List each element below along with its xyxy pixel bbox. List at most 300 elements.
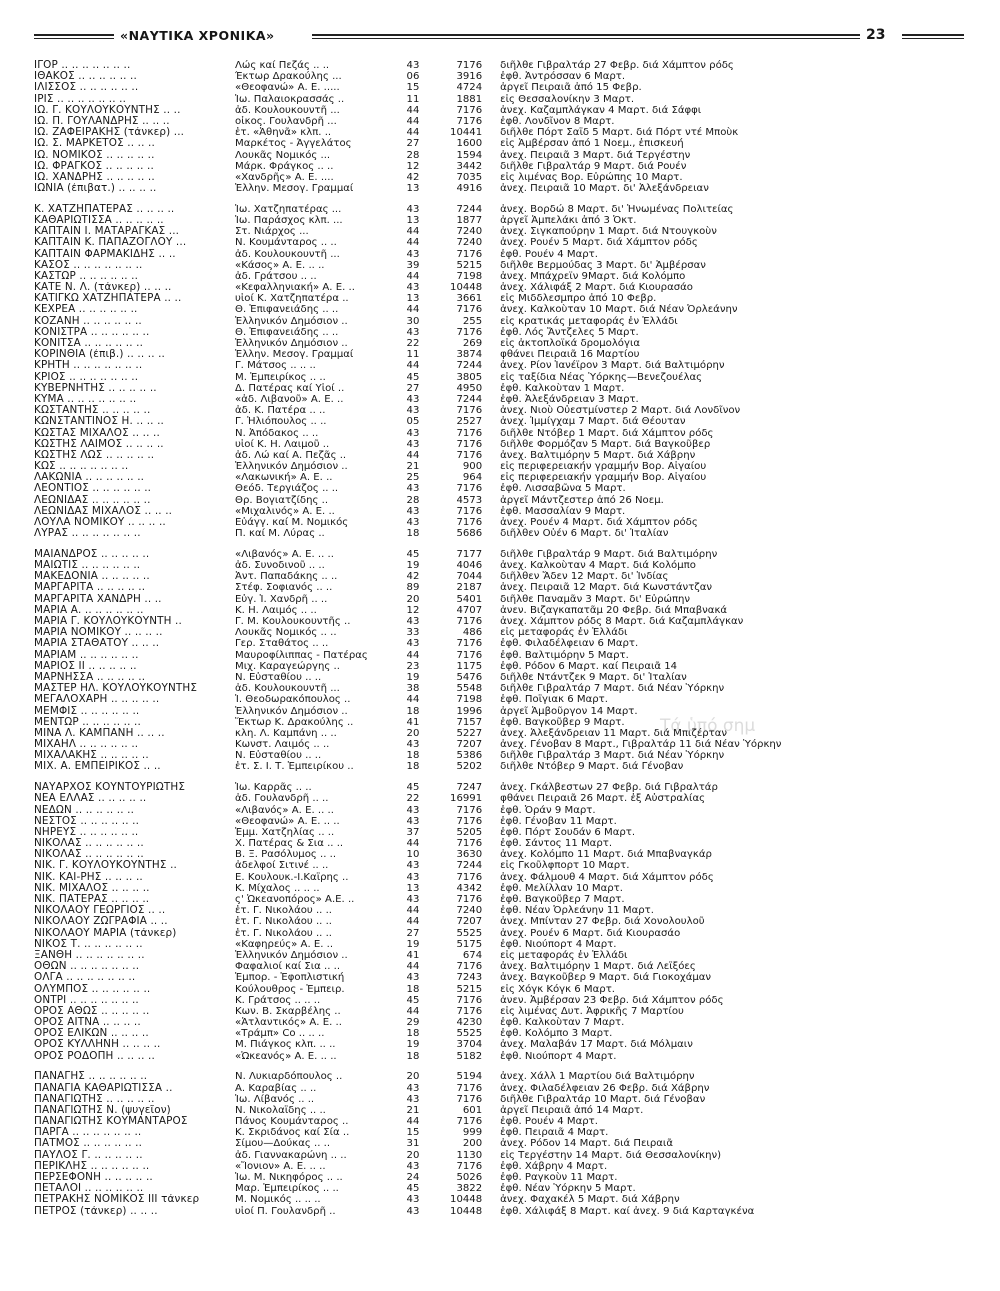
ship-row xyxy=(34,728,964,739)
owner-name: Γ. Ἡλιόπουλος .. .. xyxy=(235,416,327,428)
owner-name: Ἰω. Λίβανός .. .. xyxy=(235,1093,315,1105)
owner-name: Σίμου—Δούκας .. .. xyxy=(235,1138,331,1150)
tonnage: 5548 xyxy=(456,683,483,695)
ship-row xyxy=(34,650,964,661)
owner-name: Ἑλληνικόν Δημόσιον .. xyxy=(235,315,348,327)
tonnage: 5215 xyxy=(456,983,483,995)
movement-note: εἰς ἀκτοπλοϊκά δρομολόγια xyxy=(500,338,641,349)
ship-name: ΜΙΝΑ Λ. ΚΑΜΠΑΝΗ .. .. .. xyxy=(34,727,165,739)
year-built: 43 xyxy=(406,1194,420,1206)
year-built: 20 xyxy=(406,727,420,739)
owner-name: Μ. Ἐμπειρίκος .. .. xyxy=(235,371,326,383)
movement-note: εἰς Χόγκ Κόγκ 6 Μαρτ. xyxy=(500,983,615,995)
year-built: 44 xyxy=(406,226,420,238)
ship-row xyxy=(34,549,964,560)
year-built: 42 xyxy=(406,571,420,583)
movement-note: ἐφθ. Πόρτ Σουδάν 6 Μαρτ. xyxy=(500,826,636,838)
movement-note: ἀνεχ. Ἰμμίγχαμ 7 Μαρτ. διά Θέουταν xyxy=(500,416,686,428)
ship-row xyxy=(34,1183,964,1194)
owner-name: «Λιβανός» Α. Ε. .. .. xyxy=(235,804,334,816)
ship-row xyxy=(34,349,964,360)
movement-note: ἐφθ. Νιούπορτ 4 Μαρτ. xyxy=(500,938,617,950)
owner-name: Εὐάγγ. καί Μ. Νομικός xyxy=(235,517,349,528)
movement-note: ἀνεχ. Φαχακέλ 5 Μαρτ. διά Χάβρην xyxy=(500,1194,680,1206)
ship-name: ΙΡΙΣ .. .. .. .. .. .. .. xyxy=(34,93,127,105)
ship-name: ΜΙΧΑΗΛ .. .. .. .. .. .. xyxy=(34,739,139,751)
ship-name: ΛΕΩΝΙΔΑΣ ΜΙΧΑΛΟΣ .. .. .. xyxy=(34,505,173,517)
ship-row xyxy=(34,860,964,871)
movement-note: ἐφθ. Λός Ἄντζελες 5 Μαρτ. xyxy=(500,326,639,338)
year-built: 29 xyxy=(406,1017,420,1029)
owner-name: Μαρκέτος - Ἀγγελάτος xyxy=(235,138,352,150)
owner-name: ἀδ. Κουλουκουντῆ ... xyxy=(235,683,340,695)
ship-name: ΚΑΣΟΣ .. .. .. .. .. .. .. xyxy=(34,259,143,271)
ship-name: ΝΙΚ. ΠΑΤΕΡΑΣ .. .. .. .. xyxy=(34,894,150,905)
movement-note: εἰς λιμένας Δυτ. Ἀφρικῆς 7 Μαρτίου xyxy=(500,1005,684,1017)
movement-note: ἀργεῖ Ἀμβοῦργον 14 Μαρτ. xyxy=(500,705,638,717)
owner-name: ἑτ. Γ. Νικολάου .. .. xyxy=(235,916,333,928)
tonnage: 7243 xyxy=(456,972,483,984)
movement-note: ἀργεῖ Πειραιᾶ ἀπό 14 Μαρτ. xyxy=(500,1104,644,1116)
tonnage: 16991 xyxy=(450,793,483,805)
tonnage: 5194 xyxy=(456,1071,483,1083)
movement-note: ἀνεχ. Βορδώ 8 Μαρτ. δι' Ἡνωμένας Πολιτείας xyxy=(500,203,734,215)
ship-name: ΝΙΚΟΛΑΟΥ ΜΑΡΙΑ (τάνκερ) xyxy=(34,927,177,939)
owner-name: Θ. Ἐπιφανειάδης .. .. xyxy=(235,304,339,316)
tonnage: 1175 xyxy=(456,660,483,672)
owner-name: Φαφαλιοί καί Σια .. .. xyxy=(235,961,341,973)
owner-name: Γ. Μάτσος .. .. .. xyxy=(235,360,316,372)
ship-name: ΚΑΤΙΓΚΩ ΧΑΤΖΗΠΑΤΕΡΑ .. .. xyxy=(34,293,182,305)
ship-row xyxy=(34,517,964,528)
ship-name: ΝΑΥΑΡΧΟΣ ΚΟΥΝΤΟΥΡΙΩΤΗΣ xyxy=(34,782,186,794)
tonnage: 674 xyxy=(462,949,483,961)
year-built: 18 xyxy=(406,705,420,717)
tonnage: 5182 xyxy=(456,1050,483,1062)
ship-name: ΝΙΚ. Γ. ΚΟΥΛΟΥΚΟΥΝΤΗΣ .. xyxy=(34,860,177,872)
tonnage: 7176 xyxy=(456,115,483,127)
movement-note: ἀνεχ. Μπάχρεϊν 9Μαρτ. διά Κολόμπο xyxy=(500,270,686,282)
year-built: 15 xyxy=(406,82,420,94)
ship-row xyxy=(34,1094,964,1105)
movement-note: διῆλθεν Ἄδεν 12 Μαρτ. δι' Ἰνδίας xyxy=(500,571,669,583)
movement-note: ἐφθ. Γένοβαν 11 Μαρτ. xyxy=(500,815,617,827)
year-built: 18 xyxy=(406,750,420,762)
movement-note: ἀνεχ. Φάλμουθ 4 Μαρτ. διά Χάμπτον ρόδς xyxy=(500,871,714,883)
owner-name: Ἰ. Θεοδωρακόπουλος .. xyxy=(235,694,351,706)
ship-name: ΚΩΣΤΑΣ ΜΙΧΑΛΟΣ .. .. .. xyxy=(34,427,160,439)
year-built: 41 xyxy=(406,716,420,728)
tonnage: 4230 xyxy=(456,1017,483,1029)
movement-note: ἀνεχ. Χάλιφάξ 2 Μαρτ. διά Κιουρασάο xyxy=(500,282,693,294)
year-built: 43 xyxy=(406,804,420,816)
ship-row xyxy=(34,750,964,761)
year-built: 28 xyxy=(406,149,420,161)
ship-name: ΙΩ. Π. ΓΟΥΛΑΝΔΡΗΣ .. .. .. xyxy=(34,115,170,127)
ship-name: ΜΑΙΑΝΔΡΟΣ .. .. .. .. .. xyxy=(34,548,150,560)
ship-row xyxy=(34,582,964,593)
ship-row xyxy=(34,638,964,649)
owner-name: Μ. Πιάγκος κλπ. .. .. xyxy=(235,1039,336,1051)
ship-row xyxy=(34,172,964,183)
tonnage: 5202 xyxy=(456,761,483,773)
movement-note: εἰς Τεργέστην 14 Μαρτ. διά Θεσσαλονίκην) xyxy=(500,1149,722,1161)
movement-note: ἐφθ. Λισσαβῶνα 5 Μαρτ. xyxy=(500,483,626,495)
owner-name: ἀδελφοί Σιτινέ .. .. xyxy=(235,860,329,872)
year-built: 45 xyxy=(406,371,420,383)
tonnage: 7207 xyxy=(456,739,483,751)
tonnage: 3805 xyxy=(456,371,483,383)
movement-note: ἀργεῖ Πειραιᾶ ἀπό 15 Φεβρ. xyxy=(500,82,642,94)
owner-name: ἑτ. Σ. Ι. Τ. Ἐμπειρίκου .. xyxy=(235,761,354,773)
owner-name: Κ. Μίχαλος .. .. .. xyxy=(235,882,320,894)
year-built: 12 xyxy=(406,160,420,172)
owner-name: Ἕκτωρ Κ. Δρακούλης .. xyxy=(235,716,354,728)
owner-name: Ν. Νικολαΐδης .. .. xyxy=(235,1104,326,1116)
movement-note: διῆλθε Γιβραλτάρ 9 Μαρτ. διά Βαλτιμόρην xyxy=(500,548,718,560)
owner-name: «Καφηρεύς» Α. Ε. .. xyxy=(235,938,334,950)
ship-row xyxy=(34,706,964,717)
owner-name: ἀδ. Γουλανδρῆ .. .. xyxy=(235,793,329,805)
ship-row xyxy=(34,327,964,338)
tonnage: 3916 xyxy=(456,71,483,83)
ship-name: ΟΝΤΡΙ .. .. .. .. .. .. .. xyxy=(34,994,139,1006)
tonnage: 3442 xyxy=(456,160,483,172)
tonnage: 7207 xyxy=(456,916,483,928)
ship-name: ΠΕΤΑΛΟΙ .. .. .. .. .. .. xyxy=(34,1183,144,1195)
tonnage: 7240 xyxy=(456,905,483,917)
owner-name: «Κεφαλληνιακή» Α. Ε. .. xyxy=(235,282,355,294)
ship-row xyxy=(34,916,964,927)
year-built: 44 xyxy=(406,237,420,249)
ship-name: ΚΕΧΡΕΑ .. .. .. .. .. .. xyxy=(34,304,138,316)
tonnage: 1877 xyxy=(456,214,483,226)
ship-name: ΛΟΥΛΑ ΝΟΜΙΚΟΥ .. .. .. .. xyxy=(34,517,166,528)
tonnage: 7176 xyxy=(456,815,483,827)
tonnage: 5525 xyxy=(456,1028,483,1040)
ship-row xyxy=(34,616,964,627)
ship-name: ΠΕΡΙΚΛΗΣ .. .. .. .. .. .. xyxy=(34,1160,150,1172)
movement-note: ἀνεχ. Καλκοὺταν 4 Μαρτ. διά Κολόμπο xyxy=(500,560,696,572)
ship-name: ΝΙΚΟΛΑΟΥ ΓΕΩΡΓΙΟΣ .. .. xyxy=(34,905,166,917)
ship-name: ΙΘΑΚΟΣ .. .. .. .. .. .. xyxy=(34,71,137,83)
owner-name: «Τράμπ» Co .. .. .. xyxy=(235,1028,325,1040)
tonnage: 7044 xyxy=(456,571,483,583)
year-built: 18 xyxy=(406,761,420,773)
movement-note: ἐφθ. Ἀλεξάνδρειαν 3 Μαρτ. xyxy=(500,393,639,405)
owner-name: ἀδ. Γιαννακαρώνη .. .. xyxy=(235,1149,347,1161)
ship-name: ΜΑΡΝΗΣΣΑ .. .. .. .. .. xyxy=(34,671,146,683)
movement-note: φθάνει Πειραιᾶ 16 Μαρτίου xyxy=(500,349,640,361)
movement-note: εἰς Μιδδλεσμπρο ἀπό 10 Φεβρ. xyxy=(500,293,657,305)
tonnage: 7176 xyxy=(456,871,483,883)
ship-name: ΙΛΙΣΣΟΣ .. .. .. .. .. .. xyxy=(34,82,139,94)
ship-row xyxy=(34,94,964,105)
year-built: 44 xyxy=(406,694,420,706)
year-built: 43 xyxy=(406,815,420,827)
ship-row xyxy=(34,528,964,539)
tonnage: 7176 xyxy=(456,483,483,495)
movement-note: ἐφθ. Κολόμπο 3 Μαρτ. xyxy=(500,1028,613,1040)
owner-name: Δ. Πατέρας καί Υἱοί .. xyxy=(235,382,345,394)
tonnage: 269 xyxy=(462,338,483,349)
year-built: 43 xyxy=(406,505,420,517)
tonnage: 7176 xyxy=(456,616,483,627)
ship-row xyxy=(34,127,964,138)
ship-name: ΝΙΚΟΛΑΟΥ ΖΩΓΡΑΦΙΑ .. .. xyxy=(34,916,168,928)
ship-row xyxy=(34,995,964,1006)
tonnage: 2187 xyxy=(456,582,483,594)
owner-name: ἀδ. Συνοδινοῦ .. .. xyxy=(235,560,325,572)
ship-row xyxy=(34,394,964,405)
tonnage: 4724 xyxy=(456,82,483,94)
tonnage: 7176 xyxy=(456,638,483,650)
ship-name: ΟΛΥΜΠΟΣ .. .. .. .. .. .. xyxy=(34,983,151,995)
tonnage: 3822 xyxy=(456,1183,483,1195)
tonnage: 7176 xyxy=(456,649,483,661)
ship-name: ΙΩ. ΦΡΑΓΚΟΣ .. .. .. .. .. xyxy=(34,160,154,172)
tonnage: 7176 xyxy=(456,104,483,116)
ship-name: ΚΑΤΕ Ν. Λ. (τάνκερ) .. .. .. xyxy=(34,282,172,294)
year-built: 43 xyxy=(406,248,420,260)
movement-note: διῆλθε Γιβραλτάρ 10 Μαρτ. διά Γένοβαν xyxy=(500,1093,706,1105)
owner-name: Κων. Β. Σκαρβέλης .. xyxy=(235,1005,341,1017)
year-built: 42 xyxy=(406,171,420,183)
movement-note: ἐφθ. Βαλτιμόρην 5 Μαρτ. xyxy=(500,649,629,661)
ship-name: ΜΕΜΦΙΣ .. .. .. .. .. .. xyxy=(34,705,140,717)
ship-row xyxy=(34,383,964,394)
movement-note: διῆλθε Ντόβερ 9 Μαρτ. διά Γένοβαν xyxy=(500,761,684,773)
year-built: 44 xyxy=(406,1116,420,1128)
ship-row xyxy=(34,883,964,894)
owner-name: Κούλουθρος - Ἐμπειρ. xyxy=(235,983,345,995)
ship-row xyxy=(34,1150,964,1161)
year-built: 43 xyxy=(406,972,420,984)
tonnage: 900 xyxy=(462,461,483,473)
year-built: 44 xyxy=(406,916,420,928)
owner-name: Θρ. Βογιατζίδης .. xyxy=(235,494,329,506)
owner-name: Έκτωρ Δρακούλης ... xyxy=(235,71,342,83)
tonnage: 4950 xyxy=(456,382,483,394)
owner-name: οἶκος. Γουλανδρῆ ... xyxy=(235,115,337,127)
owner-name: Ν. Λυκιαρδόπουλος .. xyxy=(235,1071,343,1083)
year-built: 43 xyxy=(406,427,420,439)
ship-name: ΠΑΝΑΓΙΩΤΗΣ Ν. (ψυγεῖον) xyxy=(34,1104,171,1116)
year-built: 05 xyxy=(406,416,420,428)
tonnage: 7176 xyxy=(456,505,483,517)
movement-note: εἰς ταξίδια Νέας Ὑόρκης—Βενεζουέλας xyxy=(500,371,703,383)
movement-note: ἐφθ. Βαγκοῦβερ 7 Μαρτ. xyxy=(500,894,625,905)
ship-row xyxy=(34,1051,964,1062)
owner-name: «Ἴονιον» Α. Ε. .. .. xyxy=(235,1160,326,1172)
ship-row xyxy=(34,961,964,972)
owner-name: ἀδ. Κουλουκουντῆ ... xyxy=(235,104,340,116)
year-built: 89 xyxy=(406,582,420,594)
ship-name: Κ. ΧΑΤΖΗΠΑΤΕΡΑΣ .. .. .. .. xyxy=(34,203,175,215)
ship-name: ΟΡΟΣ ΑΘΩΣ .. .. .. .. .. xyxy=(34,1005,150,1017)
year-built: 11 xyxy=(406,349,420,361)
movement-note: διῆλθεν Οὐέν 6 Μαρτ. δι' Ἰταλίαν xyxy=(500,528,669,540)
ship-name: ΝΙΚΟΣ Τ. .. .. .. .. .. .. xyxy=(34,938,143,950)
ship-row xyxy=(34,161,964,172)
movement-note: ἀνεχ. Φιλαδέλφειαν 26 Φεβρ. διά Χάβρην xyxy=(500,1082,710,1094)
year-built: 20 xyxy=(406,593,420,605)
ship-row xyxy=(34,1172,964,1183)
ship-name: ΚΩΝΣΤΑΝΤΙΝΟΣ Η. .. .. .. xyxy=(34,416,164,428)
owner-name: Ἰω. Μ. Νικηφόρος .. .. xyxy=(235,1172,343,1183)
ship-row xyxy=(34,416,964,427)
year-built: 24 xyxy=(406,1172,420,1183)
tonnage: 5386 xyxy=(456,750,483,762)
tonnage: 4342 xyxy=(456,882,483,894)
year-built: 43 xyxy=(406,1160,420,1172)
year-built: 44 xyxy=(406,304,420,316)
year-built: 44 xyxy=(406,961,420,973)
owner-name: «Θεοφανώ» Α. Ε. ..... xyxy=(235,82,340,94)
movement-note: ἀνεχ. Γκάλβεστων 27 Φεβρ. διά Γιβραλτάρ xyxy=(500,782,718,794)
year-built: 19 xyxy=(406,938,420,950)
owner-name: Μαυροφίλιππας - Πατέρας xyxy=(235,649,368,661)
ship-row xyxy=(34,838,964,849)
ship-row xyxy=(34,939,964,950)
ship-name: ΜΕΓΑΛΟΧΑΡΗ .. .. .. .. .. xyxy=(34,694,160,706)
year-built: 21 xyxy=(406,461,420,473)
year-built: 43 xyxy=(406,60,420,71)
owner-name: Π. καί Μ. Λύρας .. xyxy=(235,528,325,540)
owner-name: Κ. Σκριδάνος καί Σία .. xyxy=(235,1127,350,1139)
tonnage: 7176 xyxy=(456,248,483,260)
owner-name: Ν. Εὐσταθίου .. .. xyxy=(235,671,322,683)
ship-row xyxy=(34,694,964,705)
ship-row xyxy=(34,1105,964,1116)
ship-name: ΚΩΣΤΑΝΤΗΣ .. .. .. .. .. xyxy=(34,405,151,417)
owner-name: Ἰω. Παλαιοκρασσάς .. xyxy=(235,93,345,105)
tonnage: 7176 xyxy=(456,60,483,71)
tonnage: 10448 xyxy=(450,282,483,294)
ship-row xyxy=(34,1194,964,1205)
ship-name: ΟΡΟΣ ΡΟΔΟΠΗ .. .. .. .. xyxy=(34,1050,155,1062)
ship-row xyxy=(34,627,964,638)
movement-note: ἐφθ. Καλκοὺταν 7 Μαρτ. xyxy=(500,1017,625,1029)
ship-name: ΟΛΓΑ .. .. .. .. .. .. .. xyxy=(34,972,136,984)
year-built: 30 xyxy=(406,315,420,327)
tonnage: 4916 xyxy=(456,183,483,195)
year-built: 13 xyxy=(406,882,420,894)
tonnage: 2527 xyxy=(456,416,483,428)
movement-note: ἐφθ. Ρόδον 6 Μαρτ. καί Πειραιᾶ 14 xyxy=(500,660,678,672)
year-built: 43 xyxy=(406,1205,420,1217)
movement-note: ἀνεν. Ἀμβέρσαν 23 Φεβρ. διά Χάμπτον ρόδς xyxy=(500,994,724,1006)
year-built: 06 xyxy=(406,71,420,83)
movement-note: διῆλθε Βερμούδας 3 Μαρτ. δι' Ἀμβέρσαν xyxy=(500,259,706,271)
tonnage: 255 xyxy=(462,315,483,327)
tonnage: 7240 xyxy=(456,226,483,238)
movement-note: ἀνεχ. Νιοὺ Οὐεστμίνστερ 2 Μαρτ. διά Λονδῖνον xyxy=(500,405,741,417)
ship-row xyxy=(34,483,964,494)
ship-name: ΝΙΚΟΛΑΣ .. .. .. .. .. .. xyxy=(34,849,144,861)
tonnage: 5686 xyxy=(456,528,483,540)
ship-row xyxy=(34,905,964,916)
owner-name: Ἐμπορ. - Ἐφοπλιστική xyxy=(235,972,345,984)
tonnage: 10448 xyxy=(450,1194,483,1206)
year-built: 43 xyxy=(406,638,420,650)
year-built: 43 xyxy=(406,871,420,883)
movement-note: ἀνεχ. Χάμπτον ρόδς 8 Μαρτ. διά Καζαμπλάγκαν xyxy=(500,616,744,627)
year-built: 23 xyxy=(406,660,420,672)
year-built: 44 xyxy=(406,449,420,461)
year-built: 22 xyxy=(406,338,420,349)
ship-row xyxy=(34,1127,964,1138)
movement-note: ἐφθ. Μασσαλίαν 9 Μαρτ. xyxy=(500,505,626,517)
movement-note: διῆλθε Ντάντζεκ 9 Μαρτ. δι' Ἰταλίαν xyxy=(500,671,687,683)
ship-row xyxy=(34,372,964,383)
owner-name: Ἑλληνικόν Δημόσιον .. xyxy=(235,949,348,961)
ship-name: ΚΑΠΤΑΙΝ ΦΑΡΜΑΚΙΔΗΣ .. .. xyxy=(34,248,176,260)
year-built: 12 xyxy=(406,604,420,616)
ship-row xyxy=(34,816,964,827)
year-built: 10 xyxy=(406,849,420,861)
movement-note: ἐφθ. Καλκοὺταν 1 Μαρτ. xyxy=(500,382,625,394)
year-built: 19 xyxy=(406,671,420,683)
movement-note: ἐφθ. Χάλιφάξ 8 Μαρτ. καί ἀνεχ. 9 διά Καρταγκένα xyxy=(500,1205,755,1217)
tonnage: 5525 xyxy=(456,927,483,939)
tonnage: 5227 xyxy=(456,727,483,739)
ship-name: ΝΙΚ. ΜΙΧΑΛΟΣ .. .. .. .. xyxy=(34,882,150,894)
year-built: 19 xyxy=(406,560,420,572)
ship-name: ΜΑΡΙΑ ΣΤΑΘΑΤΟΥ .. .. .. xyxy=(34,638,160,650)
movement-note: εἰς λιμένας Βορ. Εὐρώπης 10 Μαρτ. xyxy=(500,171,683,183)
tonnage: 5026 xyxy=(456,1172,483,1183)
ship-name: ΠΑΥΛΟΣ Γ. .. .. .. .. .. xyxy=(34,1149,143,1161)
tonnage: 200 xyxy=(462,1138,483,1150)
movement-note: ἀνεχ. Καζαμπλάγκαν 4 Μαρτ. διά Σάφφι xyxy=(500,104,702,116)
owner-name: Ἐμμ. Χατζηλίας .. .. xyxy=(235,826,335,838)
year-built: 13 xyxy=(406,214,420,226)
ship-row xyxy=(34,215,964,226)
ship-name: ΟΡΟΣ ΚΥΛΛΗΝΗ .. .. .. .. xyxy=(34,1039,161,1051)
tonnage: 7177 xyxy=(456,548,483,560)
movement-note: ἐφθ. Φιλαδέλφειαν 6 Μαρτ. xyxy=(500,638,639,650)
year-built: 43 xyxy=(406,282,420,294)
owner-name: «Λιβανός» Α. Ε. .. .. xyxy=(235,548,334,560)
year-built: 18 xyxy=(406,1050,420,1062)
movement-note: ἐφθ. Σάντος 11 Μαρτ. xyxy=(500,838,613,850)
tonnage: 7244 xyxy=(456,203,483,215)
ship-row xyxy=(34,928,964,939)
movement-note: ἀνεχ. Ρουέν 4 Μαρτ. διά Χάμπτον ρόδς xyxy=(500,517,698,528)
movement-note: εἰς μεταφοράς ἐν Ἑλλάδι xyxy=(500,627,628,639)
tonnage: 7176 xyxy=(456,304,483,316)
ship-name: ΠΑΡΓΑ .. .. .. .. .. .. .. xyxy=(34,1127,142,1139)
owner-name: Χ. Πατέρας & Σια .. .. xyxy=(235,838,344,850)
year-built: 44 xyxy=(406,649,420,661)
owner-name: «Μιχαλινός» Α. Ε. .. xyxy=(235,505,335,517)
page-header xyxy=(34,28,964,46)
movement-note: ἀνεν. Βιζαγκαπατᾶμ 20 Φεβρ. διά Μπαβνακά xyxy=(500,604,728,616)
ship-name: ΠΕΡΣΕΦΟΝΗ .. .. .. .. .. xyxy=(34,1172,153,1183)
tonnage: 7176 xyxy=(456,449,483,461)
owner-name: υἱοί Κ. Η. Λαιμοῦ .. xyxy=(235,438,330,450)
tonnage: 3630 xyxy=(456,849,483,861)
ship-name: ΚΩΣΤΗΣ ΛΩΣ .. .. .. .. .. xyxy=(34,449,155,461)
owner-name: Ε. Κουλουκ.-Ι.Καΐρης .. xyxy=(235,871,349,883)
ship-name: ΚΥΒΕΡΝΗΤΗΣ .. .. .. .. .. xyxy=(34,382,157,394)
movement-note: ἐφθ. Νέαν Ὑόρκην 5 Μαρτ. xyxy=(500,1183,636,1195)
tonnage: 1130 xyxy=(456,1149,483,1161)
year-built: 27 xyxy=(406,927,420,939)
movement-note: ἐφθ. Ὀράν 9 Μαρτ. xyxy=(500,804,596,816)
ship-row xyxy=(34,782,964,793)
